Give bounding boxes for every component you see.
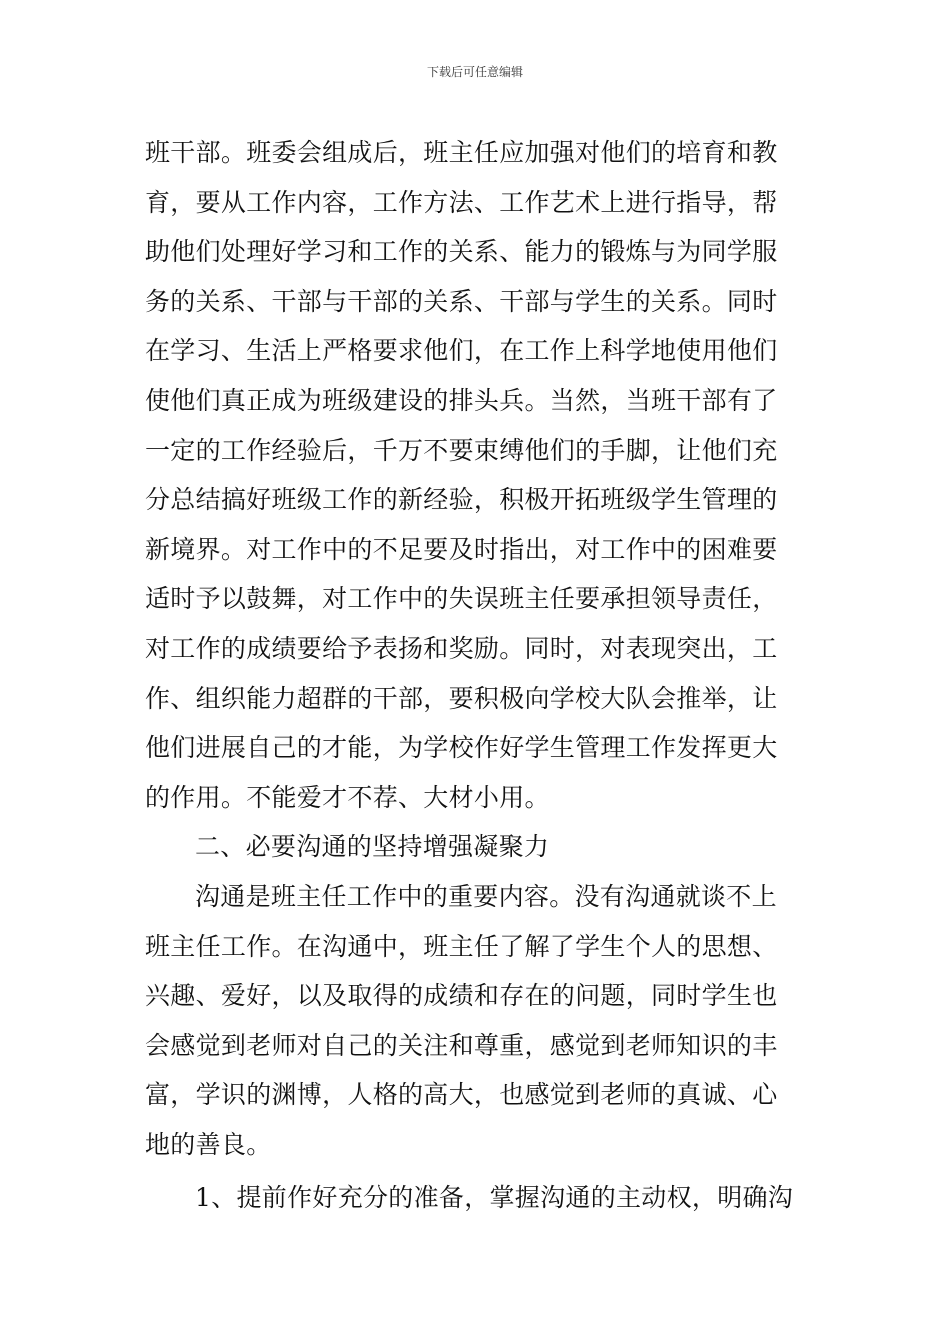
section-heading	[145, 822, 809, 872]
text-line: 育，要从工作内容，工作方法、工作艺术上进行指导，帮	[145, 187, 778, 217]
paragraph	[145, 872, 809, 1170]
text-line: 沟通是班主任工作中的重要内容。没有沟通就谈不上	[195, 881, 777, 911]
text-line: 助他们处理好学习和工作的关系、能力的锻炼与为同学服	[145, 237, 778, 267]
text-line: 适时予以鼓舞，对工作中的失误班主任要承担领导责任，	[145, 584, 778, 614]
text-line: 使他们真正成为班级建设的排头兵。当然，当班干部有了	[145, 385, 778, 415]
text-line: 在学习、生活上严格要求他们，在工作上科学地使用他们	[145, 336, 778, 366]
heading-line: 二、必要沟通的坚持增强凝聚力	[195, 832, 550, 862]
text-line: 对工作的成绩要给予表扬和奖励。同时，对表现突出，工	[145, 633, 778, 663]
text-line: 的作用。不能爱才不荐、大材小用。	[145, 782, 550, 812]
text-line: 他们进展自己的才能，为学校作好学生管理工作发挥更大	[145, 733, 778, 763]
text-line: 一定的工作经验后，千万不要束缚他们的手脚，让他们充	[145, 435, 778, 465]
text-line: 1、提前作好充分的准备，掌握沟通的主动权，明确沟	[195, 1183, 794, 1213]
text-line: 富，学识的渊博，人格的高大，也感觉到老师的真诚、心	[145, 1080, 778, 1110]
page-header: 下载后可任意编辑	[426, 65, 523, 79]
paragraph	[145, 1173, 809, 1223]
text-line: 新境界。对工作中的不足要及时指出，对工作中的困难要	[145, 534, 778, 564]
text-line: 分总结搞好班级工作的新经验，积极开拓班级学生管理的	[145, 485, 778, 515]
text-line: 班干部。班委会组成后，班主任应加强对他们的培育和教	[145, 138, 778, 167]
text-line: 务的关系、干部与干部的关系、干部与学生的关系。同时	[145, 286, 778, 316]
text-line: 会感觉到老师对自己的关注和尊重，感觉到老师知识的丰	[145, 1030, 778, 1060]
text-line: 地的善良。	[145, 1129, 272, 1159]
document-body	[145, 128, 809, 1223]
paragraph	[145, 128, 809, 822]
text-line: 班主任工作。在沟通中，班主任了解了学生个人的思想、	[145, 931, 778, 961]
text-line: 作、组织能力超群的干部，要积极向学校大队会推举，让	[145, 683, 778, 713]
text-line: 兴趣、爱好，以及取得的成绩和存在的问题，同时学生也	[145, 981, 778, 1011]
